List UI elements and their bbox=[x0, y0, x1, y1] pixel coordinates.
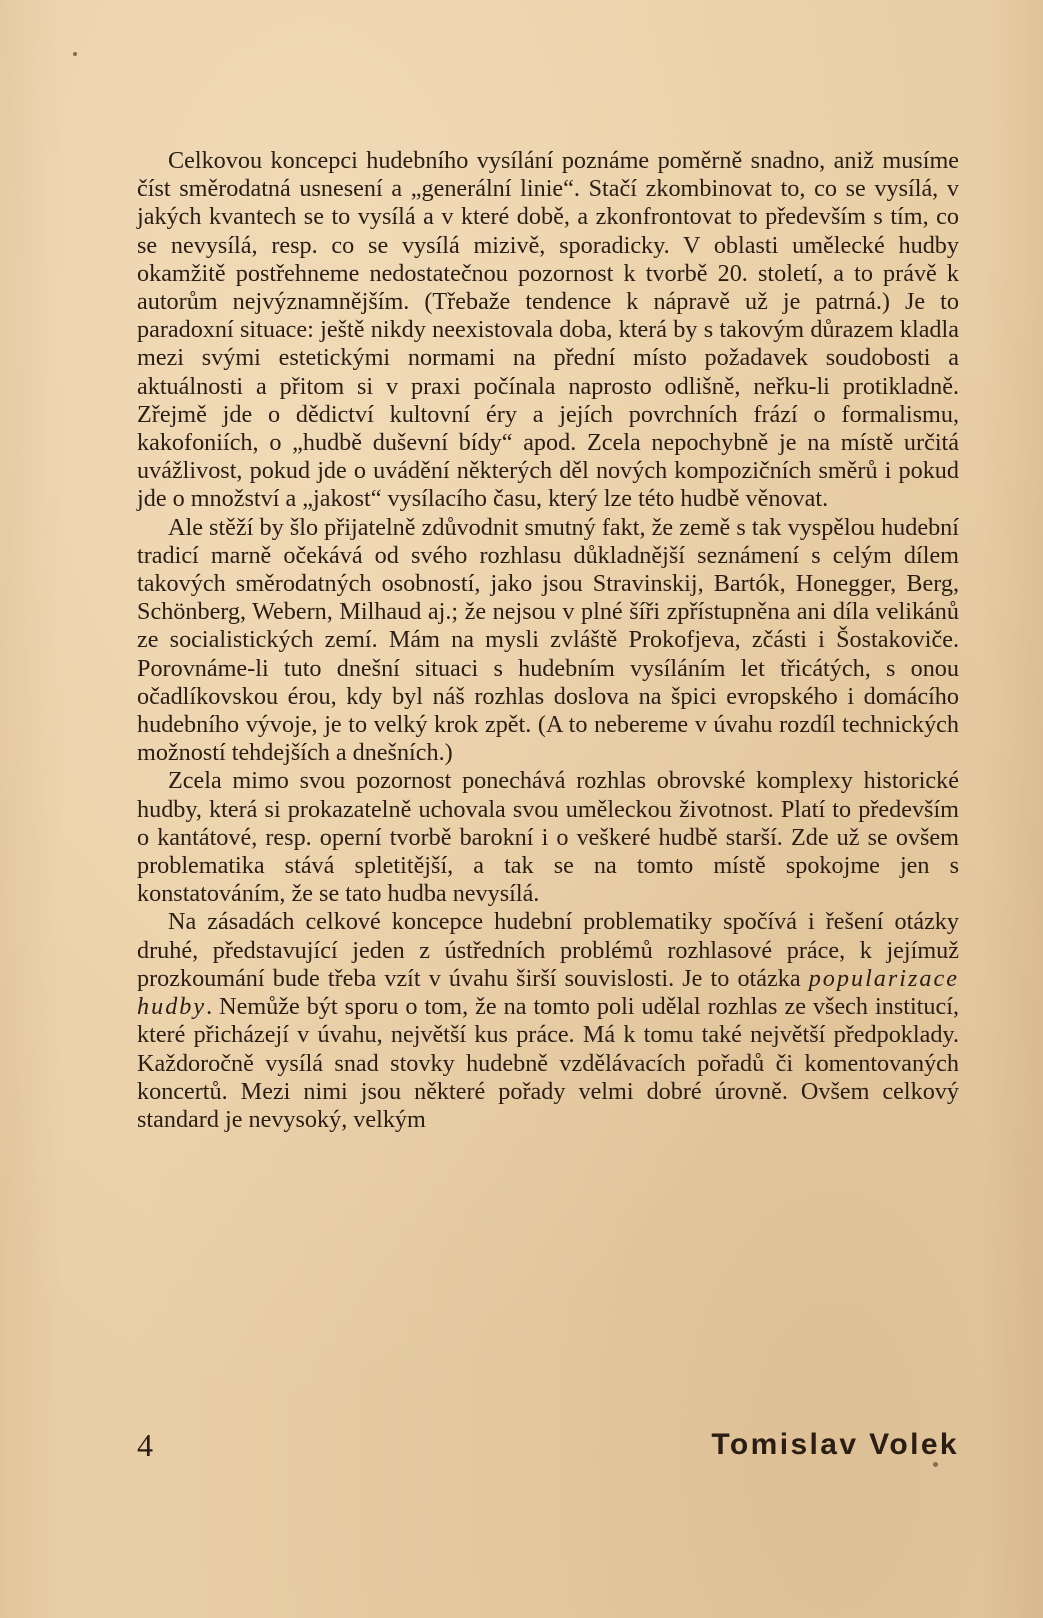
paragraph-2-text: Ale stěží by šlo přijatelně zdůvodnit smutný fakt, že země s tak vyspělou hudební tradicí marně očekává od svého rozhlasu důkladnější seznámení s celým dílem takových směrodatných osobností, jako jsou Stravinskij, Bartók, Honegger, Berg, Schönberg, Webern, Milhaud aj.; že nejsou v plné šíři zpřístupněna ani díla velikánů ze socialistických zemí. Mám na mysli zvláště Prokofjeva, zčásti i Šostakoviče. Porovnáme-li tuto dnešní situaci s hudebním vysíláním let třicátých, s onou očadlíkovskou érou, kdy byl náš rozhlas doslova na špici evropského i domácího hudebního vývoje, je to velký krok zpět. (A to nebereme v úvahu rozdíl technických možností tehdejších a dnešních.) bbox=[137, 513, 959, 767]
page-footer bbox=[137, 1425, 959, 1465]
paragraph-3 bbox=[137, 767, 959, 908]
paragraph-2 bbox=[137, 514, 959, 768]
paragraph-1-text: Celkovou koncepci hudebního vysílání poznáme poměrně snadno, aniž musíme číst směrodatná usnesení a „generální linie“. Stačí zkombinovat to, co se vysílá, v jakých kvantech se to vysílá a v které době, a zkonfrontovat to především s tím, co se nevysílá, resp. co se vysílá mizivě, sporadicky. V oblasti umělecké hudby okamžitě postřehneme nedostatečnou pozornost k tvorbě 20. století, a to právě k autorům nejvýznamnějším. (Třebaže tendence k nápravě už je patrná.) Je to paradoxní situace: ještě nikdy neexistovala doba, která by s takovým důrazem kladla mezi svými estetickými normami na přední místo požadavek soudobosti a aktuálnosti a přitom si v praxi počínala naprosto odlišně, neřku-li protikladně. Zřejmě jde o dědictví kultovní éry a jejích povrchních frází o formalismu, kakofoniích, o „hudbě duševní bídy“ apod. Zcela nepochybně je na místě určitá uvážlivost, pokud jde o uvádění některých děl nových kompozičních směrů i pokud jde o množství a „jakost“ vysílacího času, který lze této hudbě věnovat. bbox=[137, 147, 959, 513]
paragraph-4-text-a: Na zásadách celkové koncepce hudební problematiky spočívá i řešení otázky druhé, představující jeden z ústředních problémů rozhlasové práce, k jejímuž prozkoumání bude třeba vzít v úvahu širší souvislosti. Je to otázka bbox=[137, 908, 959, 992]
paper-speck bbox=[73, 52, 77, 56]
body-text bbox=[137, 147, 959, 1134]
paper-speck bbox=[933, 1462, 938, 1467]
paragraph-1 bbox=[137, 147, 959, 514]
paragraph-4-text-b: . Nemůže být sporu o tom, že na tomto poli udělal rozhlas ze všech institucí, které přicházejí v úvahu, největší kus práce. Má k tomu také největší předpoklady. Každoročně vysílá snad stovky hudebně vzdělávacích pořadů či komentovaných koncertů. Mezi nimi jsou některé pořady velmi dobré úrovně. Ovšem celkový standard je nevysoký, velkým bbox=[137, 993, 959, 1133]
running-author: Tomislav Volek bbox=[711, 1428, 959, 1461]
page-number: 4 bbox=[137, 1427, 153, 1463]
paragraph-3-text: Zcela mimo svou pozornost ponechává rozhlas obrovské komplexy historické hudby, která si prokazatelně uchovala svou uměleckou životnost. Platí to především o kantátové, resp. operní tvorbě barokní i o veškeré hudbě starší. Zde už se ovšem problematika stává spletitější, a tak se na tomto místě spokojme jen s konstatováním, že se tato hudba nevysílá. bbox=[137, 767, 959, 908]
paragraph-4 bbox=[137, 908, 959, 1134]
paragraph-4-emphasis: popularizace hudby bbox=[137, 964, 959, 1021]
